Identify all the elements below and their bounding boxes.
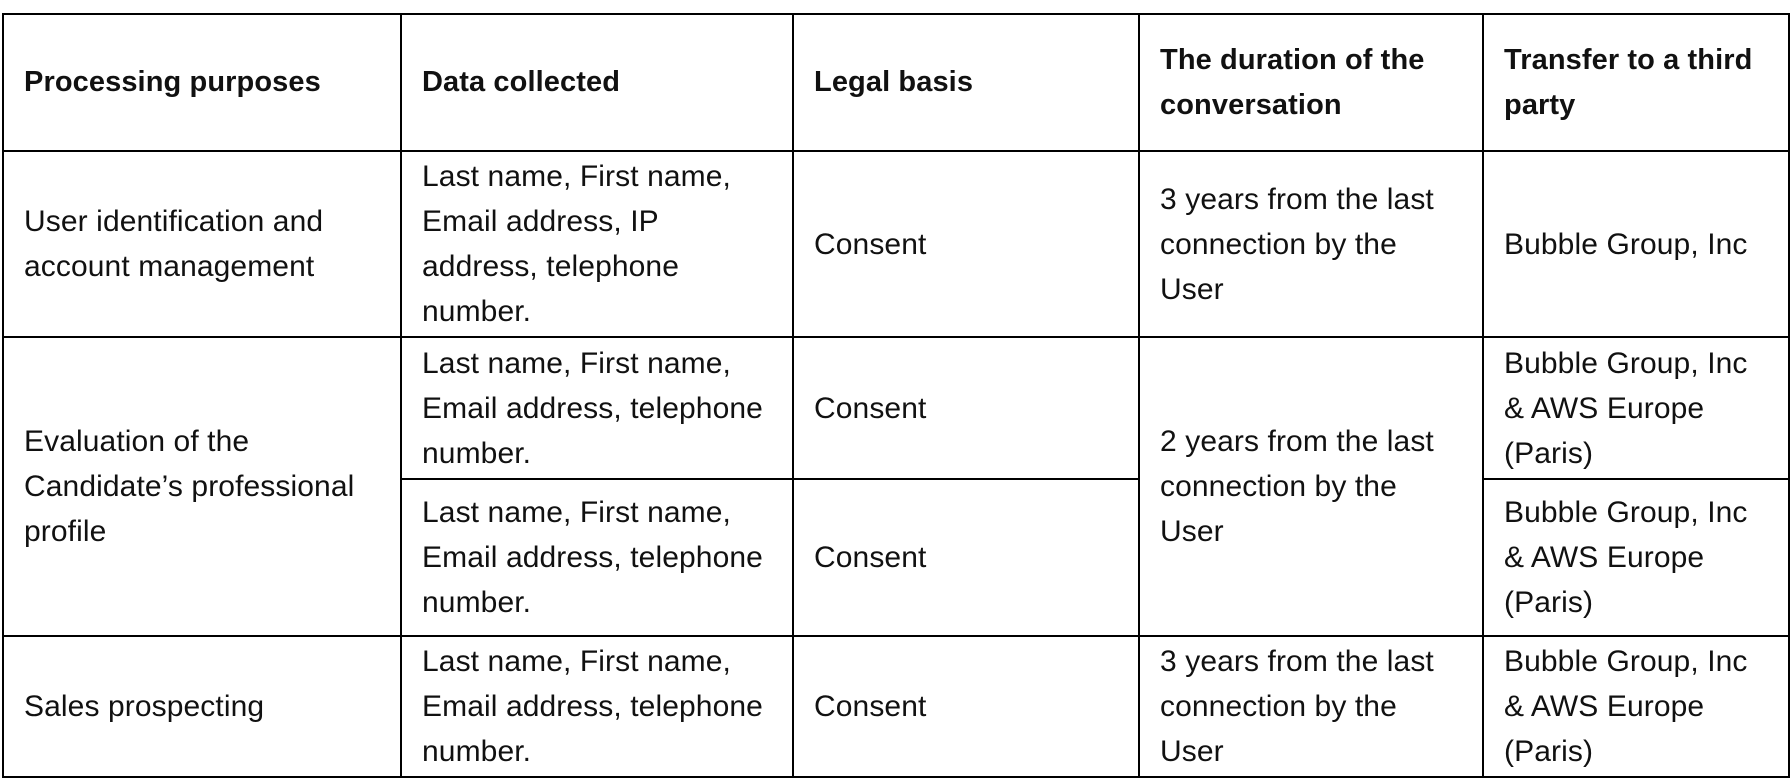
cell-data-collected: Last name, First name, Email address, telephone number. [401, 337, 793, 479]
cell-legal-basis: Consent [793, 337, 1139, 479]
header-transfer-third-party: Transfer to a third party [1483, 14, 1789, 151]
cell-transfer: Bubble Group, Inc & AWS Europe (Paris) [1483, 337, 1789, 479]
cell-data-collected: Last name, First name, Email address, telephone number. [401, 636, 793, 777]
table-row [3, 337, 1789, 479]
cell-transfer: Bubble Group, Inc & AWS Europe (Paris) [1483, 636, 1789, 777]
cell-purpose: Evaluation of the Candidate’s professional profile [3, 337, 401, 636]
header-data-collected: Data collected [401, 14, 793, 151]
data-processing-table [2, 13, 1790, 778]
data-processing-table-wrapper [2, 13, 1790, 778]
table-row [3, 151, 1789, 337]
table-header-row [3, 14, 1789, 151]
cell-legal-basis: Consent [793, 479, 1139, 636]
cell-duration: 3 years from the last connection by the User [1139, 636, 1483, 777]
cell-duration: 2 years from the last connection by the User [1139, 337, 1483, 636]
cell-legal-basis: Consent [793, 151, 1139, 337]
cell-transfer: Bubble Group, Inc [1483, 151, 1789, 337]
cell-transfer: Bubble Group, Inc & AWS Europe (Paris) [1483, 479, 1789, 636]
header-processing-purposes: Processing purposes [3, 14, 401, 151]
cell-purpose: Sales prospecting [3, 636, 401, 777]
header-legal-basis: Legal basis [793, 14, 1139, 151]
cell-data-collected: Last name, First name, Email address, IP address, telephone number. [401, 151, 793, 337]
cell-duration: 3 years from the last connection by the User [1139, 151, 1483, 337]
header-duration: The duration of the conversation [1139, 14, 1483, 151]
cell-legal-basis: Consent [793, 636, 1139, 777]
table-row [3, 636, 1789, 777]
cell-data-collected: Last name, First name, Email address, telephone number. [401, 479, 793, 636]
cell-purpose: User identification and account management [3, 151, 401, 337]
